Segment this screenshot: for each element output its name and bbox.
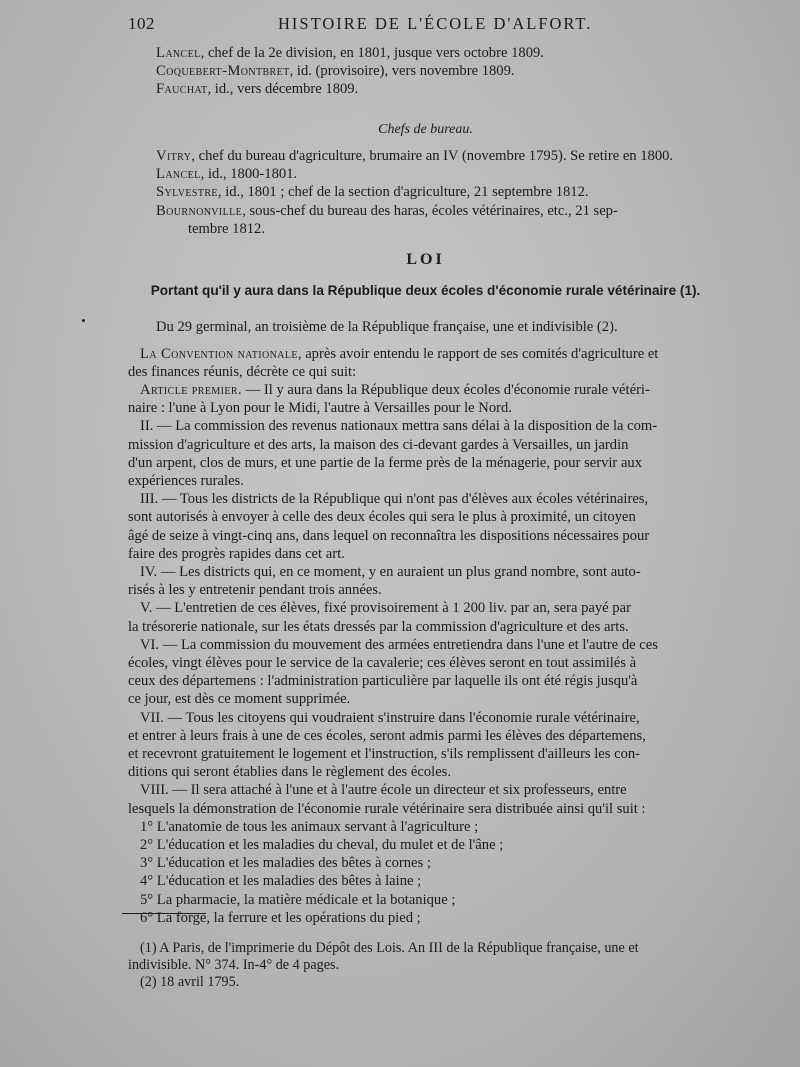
article-line: VI. — La commission du mouvement des armées entretiendra dans l'une et l'autre de ces xyxy=(140,636,658,653)
chefs-heading: Chefs de bureau. xyxy=(378,122,473,137)
chef-entry: Sylvestre, id., 1801 ; chef de la section d'agriculture, 21 septembre 1812. xyxy=(156,184,589,201)
article-8 xyxy=(128,781,723,817)
article-4 xyxy=(128,563,723,599)
chef-entry: Bournonville, sous-chef du bureau des haras, écoles vétérinaires, etc., 21 sep- xyxy=(156,202,618,219)
loi-date: Du 29 germinal, an troisième de la République française, une et indivisible (2). xyxy=(156,319,618,335)
article-line: III. — Tous les districts de la République qui n'ont pas d'élèves aux écoles vétérinaires, xyxy=(140,491,649,508)
preamble-line: La Convention nationale, après avoir entendu le rapport de ses comités d'agriculture et xyxy=(140,346,659,362)
loi-title-block xyxy=(128,251,723,269)
article-2 xyxy=(128,417,723,490)
loi-subtitle-block xyxy=(128,283,723,298)
article-line: V. — L'entretien de ces élèves, fixé provisoirement à 1 200 liv. par an, sera payé par xyxy=(140,600,631,617)
articles xyxy=(128,381,723,927)
subject-item: 3° L'éducation et les maladies des bêtes à cornes ; xyxy=(140,855,431,872)
article-line: mission d'agriculture et des arts, la maison des ci-devant gardes à Versailles, un jardin xyxy=(128,436,629,453)
article-line: et entrer à leurs frais à une de ces écoles, seront admis parmi les élèves des départemens, xyxy=(128,727,646,744)
loi-title: LOI xyxy=(406,251,445,268)
article-line: ce jour, est dès ce moment supprimée. xyxy=(128,691,351,708)
article-line: ceux des départemens : l'administration particulière par laquelle ils ont été régis jusqu'à xyxy=(128,673,638,690)
footnote-line: indivisible. N° 374. In-4° de 4 pages. xyxy=(128,957,340,973)
article-line: ditions qui seront établies dans le règlement des écoles. xyxy=(128,764,452,781)
article-line: VIII. — Il sera attaché à l'une et à l'autre école un directeur et six professeurs, entre xyxy=(140,782,627,799)
article-7 xyxy=(128,709,723,782)
subject-item: 5° La pharmacie, la matière médicale et la botanique ; xyxy=(140,891,456,908)
footnotes xyxy=(128,940,723,991)
footnote-line: (2) 18 avril 1795. xyxy=(140,974,240,990)
subject-item: 2° L'éducation et les maladies du cheval, du mulet et de l'âne ; xyxy=(140,837,504,854)
article-line: IV. — Les districts qui, en ce moment, y en auraient un plus grand nombre, sont auto- xyxy=(140,564,641,581)
staff-list-top xyxy=(128,44,723,99)
article-line: sont autorisés à envoyer à celle des deux écoles qui sera le plus à proximité, un citoyen xyxy=(128,509,636,526)
article-line: expériences rurales. xyxy=(128,473,244,490)
article-1 xyxy=(128,381,723,417)
subject-list xyxy=(128,818,723,927)
article-5 xyxy=(128,599,723,635)
preamble-line: des finances réunis, décrète ce qui suit: xyxy=(128,364,357,381)
article-line: et recevront gratuitement le logement et l'instruction, s'ils remplissent d'ailleurs les con- xyxy=(128,746,641,763)
chef-entry-continuation: tembre 1812. xyxy=(188,220,266,237)
staff-entry: Fauchat, id., vers décembre 1809. xyxy=(156,81,359,98)
chefs-list xyxy=(128,147,723,238)
article-line: II. — La commission des revenus nationaux mettra sans délai à la disposition de la com- xyxy=(140,418,658,435)
loi-subtitle: Portant qu'il y aura dans la République deux écoles d'économie rurale vétérinaire (1). xyxy=(150,283,701,298)
ink-speck xyxy=(82,319,85,322)
footnote-rule xyxy=(122,913,206,914)
staff-entry: Lancel, chef de la 2e division, en 1801, jusque vers octobre 1809. xyxy=(156,45,544,61)
article-line: écoles, vingt élèves pour le service de la cavalerie; ces élèves seront en tout assimilés à xyxy=(128,655,637,672)
footnote-line: (1) A Paris, de l'imprimerie du Dépôt des Lois. An III de la République française, une et xyxy=(140,940,639,956)
article-3 xyxy=(128,490,723,563)
article-line: VII. — Tous les citoyens qui voudraient s'instruire dans l'économie rurale vétérinaire, xyxy=(140,709,640,726)
article-6 xyxy=(128,636,723,709)
subject-item: 1° L'anatomie de tous les animaux servant à l'agriculture ; xyxy=(140,818,479,835)
article-line: la trésorerie nationale, sur les états dressés par la commission d'agriculture et des arts. xyxy=(128,618,629,635)
chefs-heading-block xyxy=(128,121,723,139)
chef-entry: Vitry, chef du bureau d'agriculture, brumaire an IV (novembre 1795). Se retire en 1800. xyxy=(156,148,674,164)
staff-entry: Coquebert-Montbret, id. (provisoire), vers novembre 1809. xyxy=(156,63,515,80)
page-number: 102 xyxy=(128,14,155,33)
chef-entry: Lancel, id., 1800-1801. xyxy=(156,166,298,183)
article-line: âgé de seize à vingt-cinq ans, dans lequel on reconnaîtra les dispositions nécessaires pour xyxy=(128,527,650,544)
article-line: risés à les y entretenir pendant trois années. xyxy=(128,582,382,599)
article-line: d'un arpent, clos de murs, et une partie de la ferme près de la ménagerie, pour servir aux xyxy=(128,454,643,471)
article-line: faire des progrès rapides dans cet art. xyxy=(128,545,345,562)
article-line: naire : l'une à Lyon pour le Midi, l'autre à Versailles pour le Nord. xyxy=(128,400,512,417)
page-header xyxy=(128,14,718,38)
loi-date-block xyxy=(128,318,723,336)
subject-item: 6° La forge, la ferrure et les opérations du pied ; xyxy=(140,909,421,926)
preamble xyxy=(128,345,723,381)
subject-item: 4° L'éducation et les maladies des bêtes à laine ; xyxy=(140,873,422,890)
article-line: lesquels la démonstration de l'économie rurale vétérinaire sera distribuée ainsi qu'il suit : xyxy=(128,800,646,817)
article-line: Article premier. — Il y aura dans la République deux écoles d'économie rurale vétéri- xyxy=(140,382,650,398)
running-title: HISTOIRE DE L'ÉCOLE D'ALFORT. xyxy=(278,14,593,33)
